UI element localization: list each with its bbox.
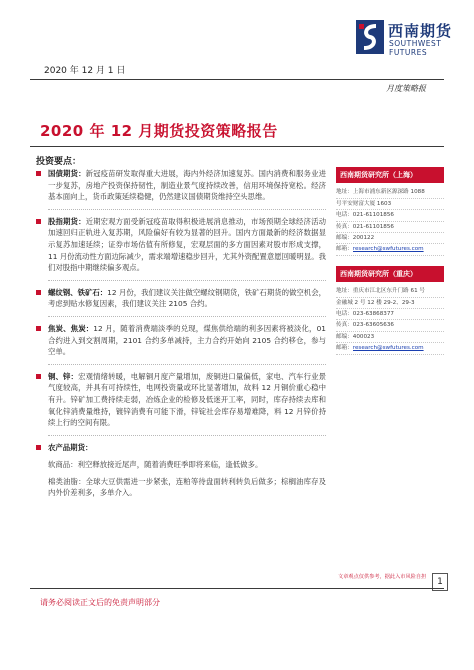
footer-disclaimer: 请务必阅读正文后的免责声明部分 bbox=[40, 598, 160, 607]
item-label: 农产品期货： bbox=[48, 442, 93, 452]
item-subparagraph: 棉类油脂：全球大豆供需进一步紧张，连粕等待盘面转利转负后做多；棕榈油库存及内外价差利多，多单介入。 bbox=[48, 476, 326, 498]
item-label: 股指期货： bbox=[48, 216, 86, 226]
item-text: 12 月，随着消费端淡季的兑现，煤焦供给端的利多因素将被淡化，01 合约进入到交割周期，2101 合约多单减持，主力合约开始向 2105 合约移仓，参与空单。 bbox=[48, 323, 326, 357]
bullet-square-icon bbox=[36, 374, 41, 379]
contact-row: 地址： 重庆市江北区东升门路 61 号 bbox=[336, 286, 444, 297]
item-label: 国债期货： bbox=[48, 169, 86, 178]
item-divider bbox=[48, 364, 326, 365]
contact-sidebar bbox=[336, 167, 444, 365]
item-text: 宏观情绪转暖，电解铜月度产量增加，废铜进口量偏低，家电、汽车行业景气度较高，并具有可持续性，电网投资量或环比显著增加，故料 12 月铜价重心稳中有升。锌矿加工费持续走弱，冶炼企业的检修及低迷开工率，同时，库存持续去库和氧化锌消费量维持，镀锌消费有可能下滑，锌锭社会库存易增难降，料 12 月锌价持续上行的空间有限。 bbox=[48, 371, 326, 428]
logo-text-en bbox=[389, 39, 441, 57]
risk-note: 文章观点仅供参考，据此入市风险自担 bbox=[338, 574, 427, 580]
email-link[interactable]: research@swfutures.com bbox=[352, 345, 424, 352]
list-item bbox=[36, 442, 326, 454]
logo-text-en-line2: FUTURES bbox=[389, 48, 428, 57]
contact-row: 传真： 021-61101856 bbox=[336, 222, 444, 233]
company-logo-icon bbox=[356, 20, 384, 54]
bullet-square-icon bbox=[36, 290, 41, 295]
contact-row: 邮箱： research@swfutures.com bbox=[336, 244, 444, 255]
contact-row: 邮箱： research@swfutures.com bbox=[336, 343, 444, 354]
contact-row: 金融城 2 号 12 楼 29-2、29-3 bbox=[336, 298, 444, 309]
bullet-square-icon bbox=[36, 445, 41, 450]
list-item bbox=[36, 371, 326, 429]
item-label: 铜、锌： bbox=[48, 371, 79, 381]
page-title: 2020 年 12 月期货投资策略报告 bbox=[40, 122, 278, 140]
contact-row: 邮编： 200122 bbox=[336, 233, 444, 244]
item-text: 12 月份，我们建议关注做空螺纹钢期货，铁矿石期货的做空机会，考虑到贴水修复因素，我们建议关注 2105 合约。 bbox=[48, 287, 326, 309]
contact-row: 号平安财富大厦 1603 bbox=[336, 199, 444, 210]
item-label: 焦炭、焦炭： bbox=[48, 323, 94, 333]
footer-divider bbox=[30, 588, 444, 589]
institute-block-chongqing bbox=[336, 266, 444, 355]
institute-block-shanghai bbox=[336, 167, 444, 256]
logo-text-cn: 西南期货 bbox=[388, 22, 453, 40]
title-divider bbox=[30, 146, 444, 147]
item-divider bbox=[48, 280, 326, 281]
contact-row: 地址： 上海市浦东新区源深路 1088 bbox=[336, 187, 444, 198]
list-item bbox=[36, 168, 326, 203]
institute-name: 西南期货研究所（上海） bbox=[336, 167, 444, 183]
item-divider bbox=[48, 316, 326, 317]
item-divider bbox=[48, 435, 326, 436]
bullet-square-icon bbox=[36, 326, 41, 331]
item-divider bbox=[48, 209, 326, 210]
item-text: 新冠疫苗研发取得重大进展，海内外经济加速复苏。国内消费和服务业进一步复苏，房地产投资保持韧性，制造业景气度持续改善，信用环境保持宽松。经济基本面向上，货币政策延续稳健，仍然建议国债期货维持空头思维。 bbox=[48, 169, 326, 202]
institute-name: 西南期货研究所（重庆） bbox=[336, 266, 444, 282]
item-subparagraph: 软商品：利空释放接近尾声，随着消费旺季即将来临，逢低做多。 bbox=[48, 460, 263, 470]
contact-row: 电话： 023-63868377 bbox=[336, 309, 444, 320]
logo-text-en-line1: SOUTHWEST bbox=[389, 39, 442, 48]
list-item bbox=[36, 323, 326, 358]
contact-row: 传真： 023-63605636 bbox=[336, 320, 444, 331]
bullet-square-icon bbox=[36, 219, 41, 224]
contact-row: 邮编： 400023 bbox=[336, 332, 444, 343]
section-heading: 投资要点： bbox=[36, 157, 82, 167]
item-text: 近期宏观方面受新冠疫苗取得积极进展消息推动，市场预期全球经济活动加速回归正轨进入复苏期，风险偏好有较为显著的回升。国内方面最新的经济数据显示复苏加速延续；证券市场估值有所修复，宏观层面的多方面因素对股市形成支撑，11 月份流动性方面边际减少，需求端增速稳步回升，尤其外资配置意愿回暖明显。我们对股指中期继续偏多观点。 bbox=[48, 216, 326, 273]
report-date: 2020 年 12 月 1 日 bbox=[44, 66, 126, 76]
contact-row: 电话： 021-61101856 bbox=[336, 210, 444, 221]
list-item bbox=[36, 287, 326, 310]
header-divider bbox=[30, 79, 444, 80]
report-type: 月度策略报 bbox=[386, 84, 426, 93]
main-content bbox=[36, 168, 326, 504]
bullet-square-icon bbox=[36, 171, 41, 176]
item-label: 螺纹钢、铁矿石： bbox=[48, 287, 108, 297]
list-item bbox=[36, 216, 326, 274]
email-link[interactable]: research@swfutures.com bbox=[352, 246, 424, 253]
page-number: 1 bbox=[432, 573, 448, 591]
